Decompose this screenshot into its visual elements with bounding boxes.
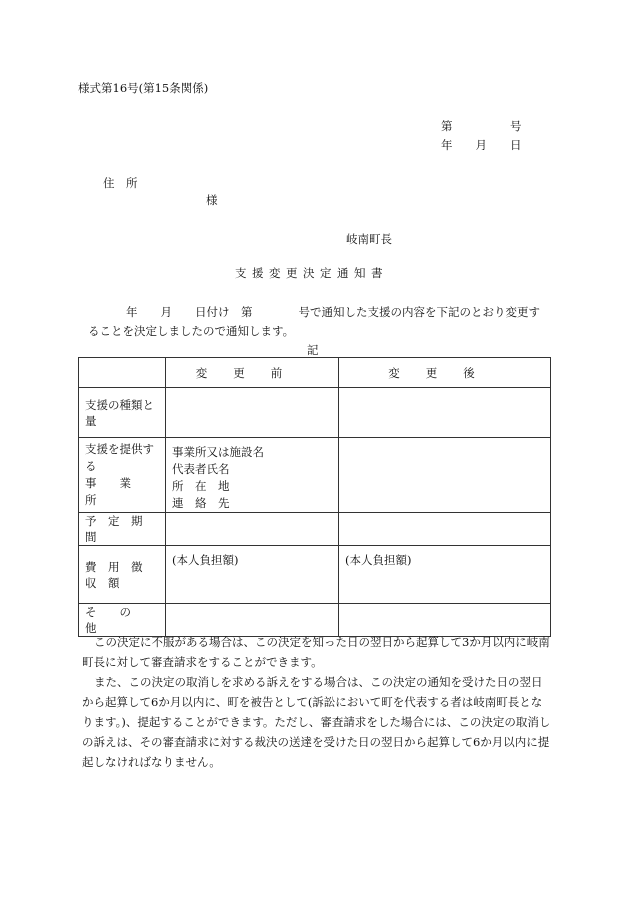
provider-detail: 連 絡 先 [172, 496, 230, 510]
provider-detail: 事業所又は施設名 [172, 445, 264, 459]
header-blank-cell [79, 358, 166, 388]
table-header-row [79, 358, 551, 388]
table-row [79, 438, 551, 513]
document-title: 支援変更決定通知書 [235, 266, 388, 280]
address-label: 住 所 [103, 176, 138, 190]
cell-fee-after[interactable] [339, 546, 551, 604]
document-date-line: 年 月 日 [441, 138, 522, 152]
ki-marker: 記 [307, 343, 319, 357]
header-after-cell [339, 358, 551, 388]
note-lawsuit: また、この決定の取消しを求める訴えをする場合は、この決定の通知を受けた日の翌日から起算して6か月以内に、町を被告として(訴訟において町を代表する者は岐南町長となります。)、提起することができます。ただし、審査請求をした場合には、この決定の取消しの訴えは、その審査請求に対する裁決の送達を受けた日の翌日から起算して6か月以内に提起しなければなりません。 [82, 675, 551, 769]
intro-text-line2: ることを決定しましたので通知します。 [88, 324, 295, 338]
provider-detail: 代表者氏名 [172, 462, 230, 476]
cell-kind-after[interactable] [339, 388, 551, 438]
header-before-cell [166, 358, 339, 388]
legal-notes [82, 632, 552, 772]
cell-period-after[interactable] [339, 513, 551, 546]
table-row [79, 546, 551, 604]
recipient-suffix: 様 [206, 193, 218, 207]
cell-kind-before[interactable] [166, 388, 339, 438]
row-label-provider [79, 438, 166, 513]
row-label-period: 予 定 期 間 [79, 513, 166, 546]
sender-name: 岐南町長 [346, 232, 392, 246]
row-label-other: そ の 他 [79, 604, 166, 637]
provider-label-line2: 事 業 所 [85, 476, 154, 507]
note-appeal: この決定に不服がある場合は、この決定を知った日の翌日から起算して3か月以内に岐南町長に対して審査請求をすることができます。 [82, 635, 550, 669]
provider-detail: 所 在 地 [172, 479, 230, 493]
header-before: 変更前 [195, 365, 309, 380]
cell-period-before[interactable] [166, 513, 339, 546]
cell-provider-before[interactable] [166, 438, 339, 513]
form-number: 様式第16号(第15条関係) [78, 81, 209, 95]
fee-after-note: (本人負担額) [345, 553, 412, 567]
row-label-kind: 支援の種類と量 [79, 388, 166, 438]
cell-fee-before[interactable] [166, 546, 339, 604]
document-number-line: 第 号 [441, 119, 522, 133]
provider-label-line1: 支援を提供する [85, 442, 154, 473]
intro-text-line1: 年 月 日付け 第 号で通知した支援の内容を下記のとおり変更す [126, 305, 540, 319]
fee-before-note: (本人負担額) [172, 553, 239, 567]
change-table [78, 357, 551, 637]
table-row [79, 388, 551, 438]
header-after: 変更後 [388, 365, 501, 380]
table-row [79, 513, 551, 546]
row-label-fee: 費 用 徴 収 額 [79, 546, 166, 604]
cell-provider-after[interactable] [339, 438, 551, 513]
